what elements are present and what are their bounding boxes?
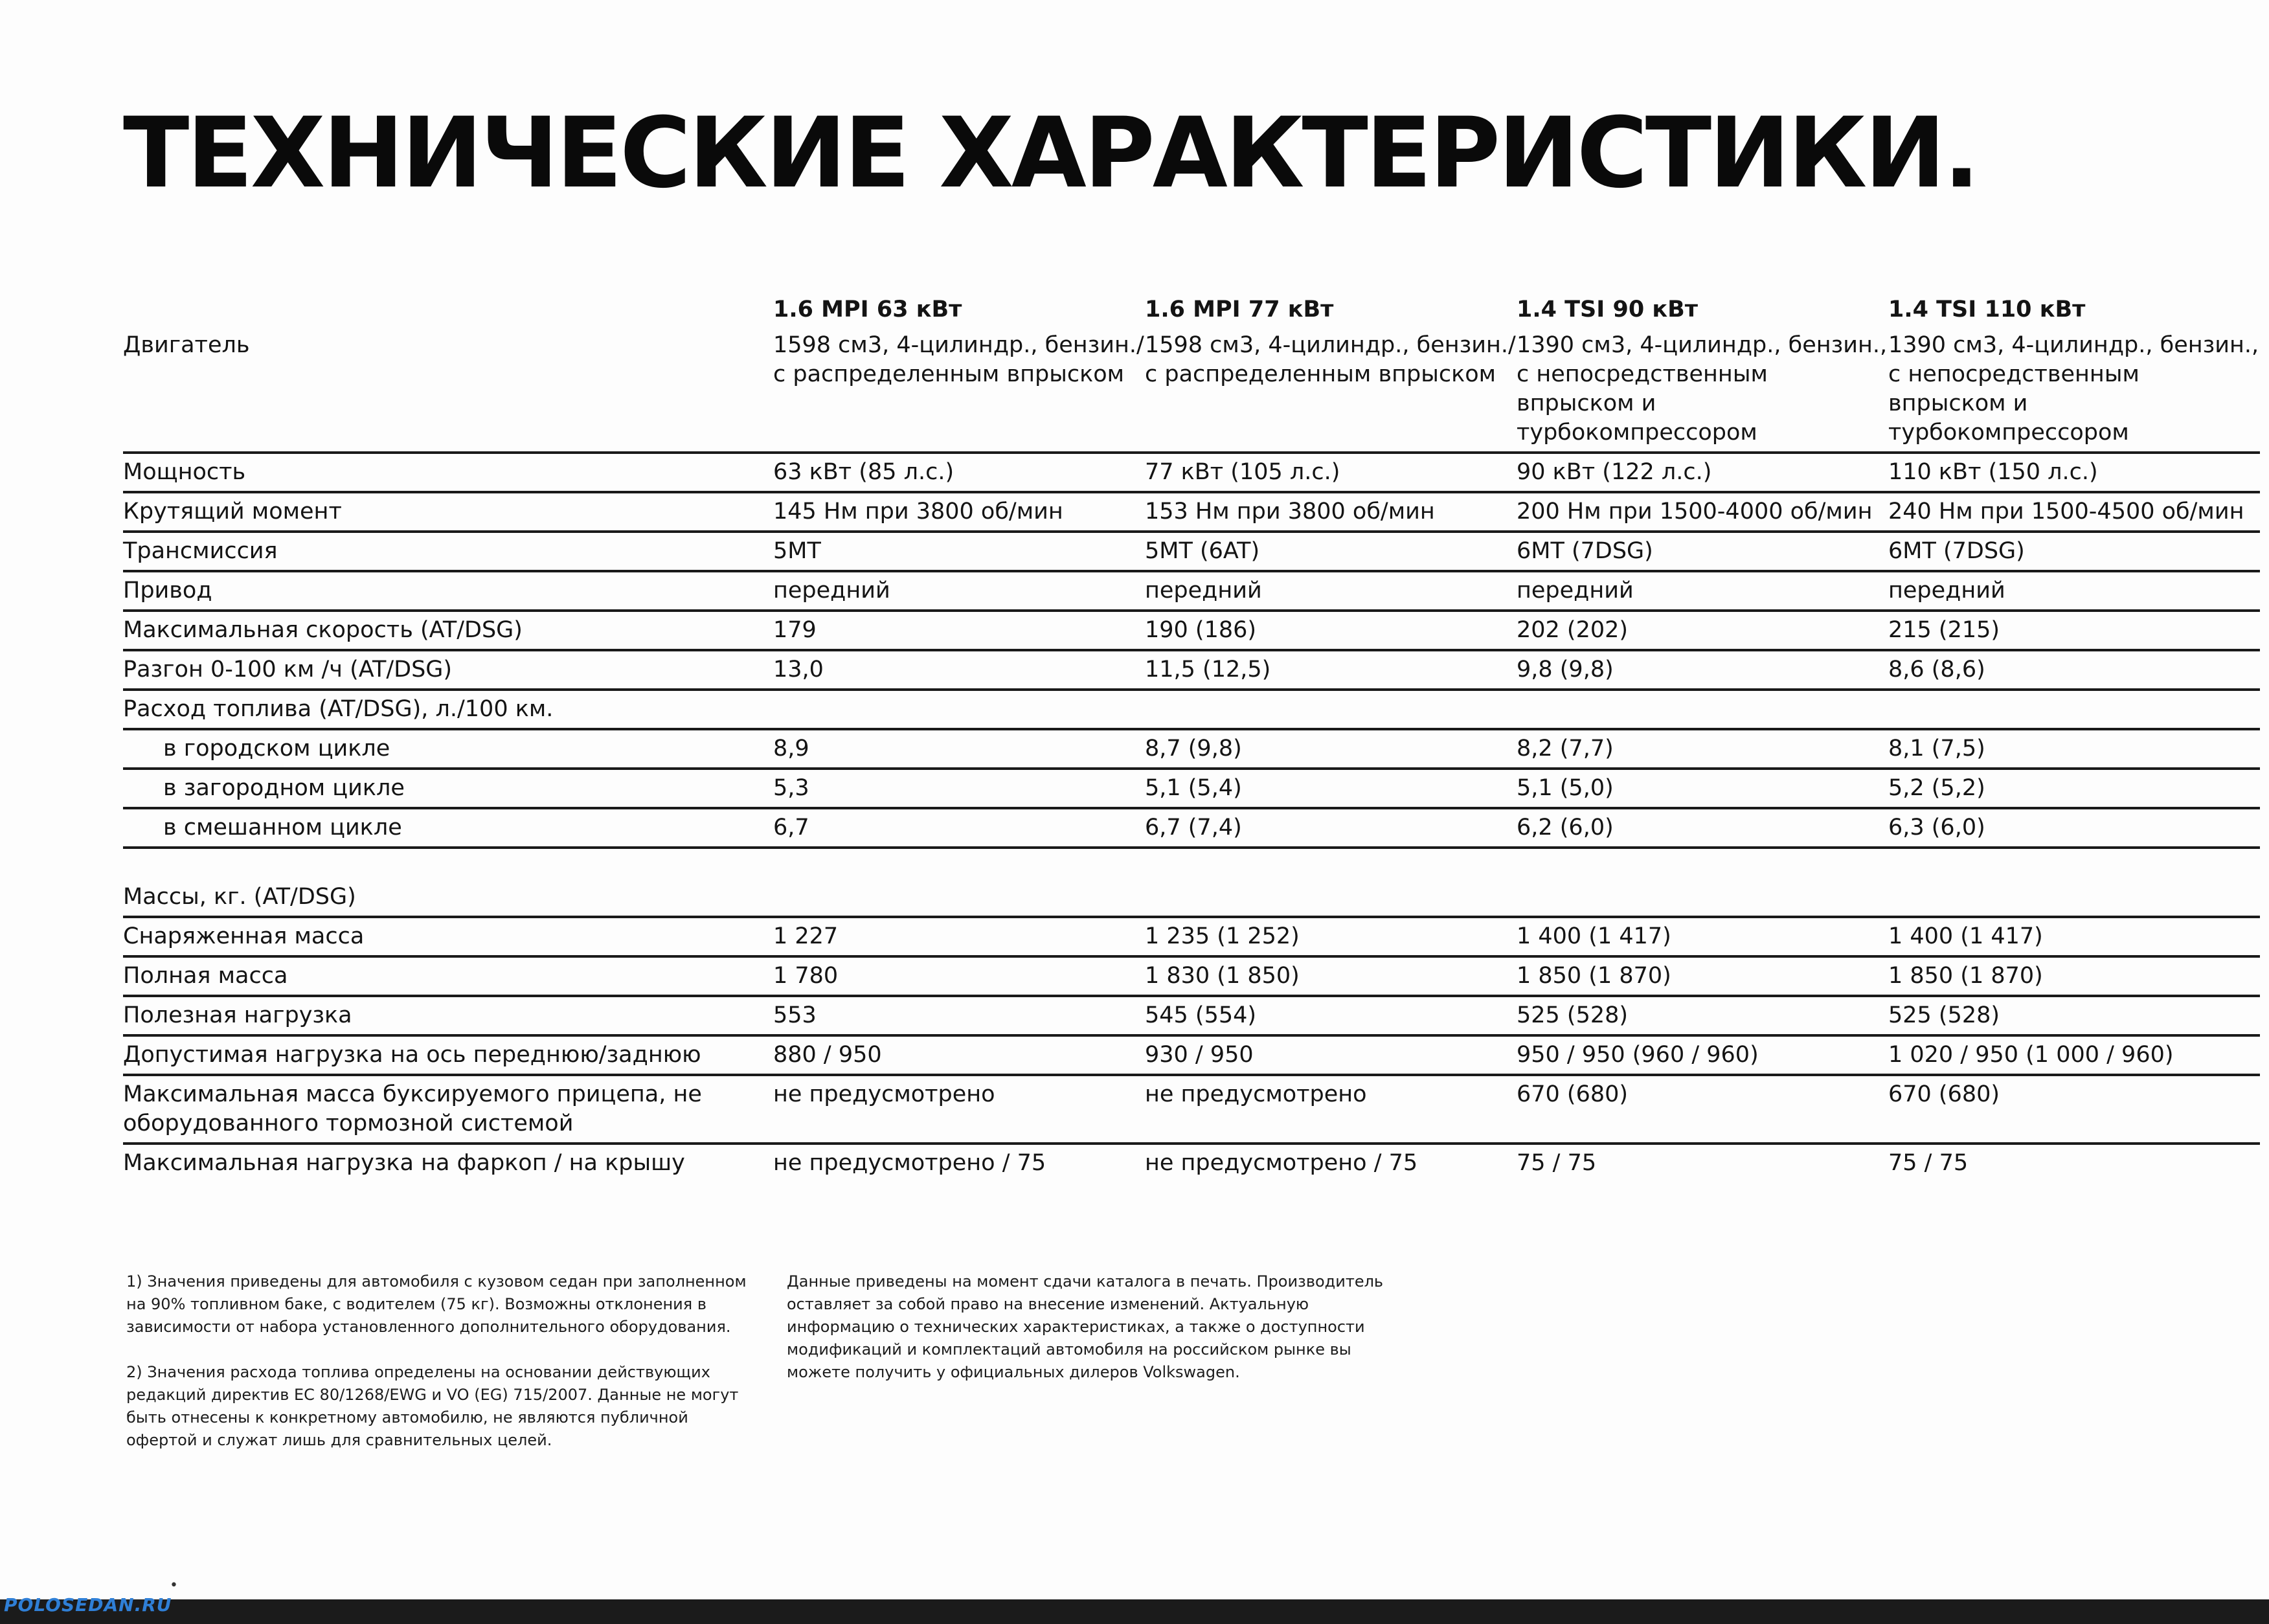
table-cell: 1598 см3, 4-цилиндр., бензин./ с распределенным впрыском <box>1145 327 1517 453</box>
table-cell: передний <box>1888 571 2260 611</box>
row-label: Полная масса <box>123 956 773 996</box>
table-row <box>123 769 2260 808</box>
column-header: 1.4 TSI 90 кВт <box>1516 297 1699 322</box>
table-cell: 8,1 (7,5) <box>1888 729 2260 769</box>
table-cell: 77 кВт (105 л.с.) <box>1145 453 1517 492</box>
table-cell: 9,8 (9,8) <box>1517 650 1888 690</box>
table-cell: 553 <box>773 996 1145 1035</box>
table-section-row <box>123 690 2260 729</box>
row-label: Двигатель <box>123 327 773 453</box>
table-cell: 525 (528) <box>1517 996 1888 1035</box>
table-cell: 145 Нм при 3800 об/мин <box>773 492 1145 532</box>
column-header: 1.6 MPI 63 кВт <box>773 297 962 322</box>
table-cell: 1390 см3, 4-цилиндр., бензин., с непосредственным впрыском и турбокомпрессором <box>1517 327 1888 453</box>
table-row <box>123 808 2260 848</box>
table-cell: 1390 см3, 4-цилиндр., бензин., с непосредственным впрыском и турбокомпрессором <box>1888 327 2260 453</box>
print-mark: • <box>170 1577 178 1594</box>
table-cell: 190 (186) <box>1145 611 1517 650</box>
table-row <box>123 1035 2260 1075</box>
table-row <box>123 1075 2260 1144</box>
table-cell: 63 кВт (85 л.с.) <box>773 453 1145 492</box>
table-cell: не предусмотрено <box>773 1075 1145 1144</box>
table-cell: 8,9 <box>773 729 1145 769</box>
table-cell <box>1517 690 1888 729</box>
table-cell <box>773 690 1145 729</box>
table-cell: 1 400 (1 417) <box>1888 917 2260 956</box>
section-label: Массы, кг. (AT/DSG) <box>123 848 773 917</box>
table-cell: передний <box>1145 571 1517 611</box>
table-cell: 1 400 (1 417) <box>1517 917 1888 956</box>
row-label: Разгон 0-100 км /ч (AT/DSG) <box>123 650 773 690</box>
table-cell: 1 830 (1 850) <box>1145 956 1517 996</box>
table-row <box>123 611 2260 650</box>
row-label: Крутящий момент <box>123 492 773 532</box>
table-cell <box>1517 848 1888 917</box>
row-label: Допустимая нагрузка на ось переднюю/заднюю <box>123 1035 773 1075</box>
table-section-row <box>123 848 2260 917</box>
table-cell <box>1145 690 1517 729</box>
table-cell: 90 кВт (122 л.с.) <box>1517 453 1888 492</box>
row-label: в городском цикле <box>123 729 773 769</box>
table-cell: 13,0 <box>773 650 1145 690</box>
specs-table <box>123 291 2260 1182</box>
table-header-row <box>123 291 2260 327</box>
table-cell: 6MT (7DSG) <box>1517 532 1888 571</box>
table-row <box>123 571 2260 611</box>
table-cell: не предусмотрено / 75 <box>773 1150 1046 1176</box>
table-cell: 1598 см3, 4-цилиндр., бензин./ с распределенным впрыском <box>773 327 1145 453</box>
table-cell: 202 (202) <box>1517 611 1888 650</box>
row-label: Максимальная масса буксируемого прицепа, не оборудованного тормозной системой <box>123 1075 773 1144</box>
table-row <box>123 996 2260 1035</box>
table-cell <box>1888 690 2260 729</box>
watermark: POLOSEDAN.RU <box>4 1594 172 1616</box>
table-cell: 8,2 (7,7) <box>1517 729 1888 769</box>
row-label: Снаряженная масса <box>123 917 773 956</box>
table-row <box>123 492 2260 532</box>
footnote-2: 2) Значения расхода топлива определены на основании действующих редакций директив ЕС 80/1268/EWG и VO (EG) 715/2007. Данные не могут быть отнесены к конкретному автомобилю, не являются публичной офертой и служат лишь для сравнительных целей. <box>126 1363 739 1449</box>
table-cell: 8,6 (8,6) <box>1888 650 2260 690</box>
table-cell: 1 020 / 950 (1 000 / 960) <box>1888 1035 2260 1075</box>
table-row <box>123 650 2260 690</box>
table-cell: 6MT (7DSG) <box>1888 532 2260 571</box>
table-row <box>123 453 2260 492</box>
table-cell: 179 <box>773 611 1145 650</box>
table-row <box>123 532 2260 571</box>
header-empty-cell <box>123 291 773 327</box>
row-label: Привод <box>123 571 773 611</box>
row-label: в загородном цикле <box>123 769 773 808</box>
table-cell: 5MT (6AT) <box>1145 532 1517 571</box>
table-cell <box>1145 848 1517 917</box>
table-row <box>123 917 2260 956</box>
row-label: в смешанном цикле <box>123 808 773 848</box>
table-cell: 240 Нм при 1500-4500 об/мин <box>1888 492 2260 532</box>
table-cell: 5,2 (5,2) <box>1888 769 2260 808</box>
table-row <box>123 1144 2260 1182</box>
table-cell: 1 850 (1 870) <box>1517 956 1888 996</box>
table-cell <box>773 848 1145 917</box>
table-cell: передний <box>1517 571 1888 611</box>
table-cell: 200 Нм при 1500-4000 об/мин <box>1517 492 1888 532</box>
footnotes-right <box>787 1270 1408 1406</box>
table-row <box>123 327 2260 453</box>
disclaimer-text: Данные приведены на момент сдачи каталога в печать. Производитель оставляет за собой право на внесение изменений. Актуальную информацию о технических характеристиках, а также о доступности модификаций и комплектаций автомобиля на российском рынке вы можете получить у официальных дилеров Volkswagen. <box>787 1272 1384 1381</box>
section-label: Расход топлива (AT/DSG), л./100 км. <box>123 690 773 729</box>
table-cell: 670 (680) <box>1517 1075 1888 1144</box>
table-cell: 11,5 (12,5) <box>1145 650 1517 690</box>
table-cell: 1 780 <box>773 956 1145 996</box>
table-cell: 75 / 75 <box>1888 1150 1969 1176</box>
table-cell: 1 850 (1 870) <box>1888 956 2260 996</box>
table-cell: 930 / 950 <box>1145 1035 1517 1075</box>
row-label: Максимальная нагрузка на фаркоп / на крышу <box>123 1150 685 1176</box>
table-cell: 8,7 (9,8) <box>1145 729 1517 769</box>
footnote-1: 1) Значения приведены для автомобиля с кузовом седан при заполненном на 90% топливном баке, с водителем (75 кг). Возможны отклонения в зависимости от набора установленного дополнительного оборудования. <box>126 1272 747 1336</box>
table-cell: 6,3 (6,0) <box>1888 808 2260 848</box>
table-cell: 5MT <box>773 532 1145 571</box>
table-cell: 880 / 950 <box>773 1035 1145 1075</box>
table-cell: 545 (554) <box>1145 996 1517 1035</box>
table-row <box>123 729 2260 769</box>
table-cell: 153 Нм при 3800 об/мин <box>1145 492 1517 532</box>
footnotes-left <box>126 1270 748 1474</box>
table-cell: не предусмотрено / 75 <box>1144 1150 1418 1176</box>
table-cell: 6,7 <box>773 808 1145 848</box>
row-label: Трансмиссия <box>123 532 773 571</box>
table-cell: передний <box>773 571 1145 611</box>
table-cell <box>1888 848 2260 917</box>
row-label: Полезная нагрузка <box>123 996 773 1035</box>
table-cell: 5,1 (5,4) <box>1145 769 1517 808</box>
table-cell: 950 / 950 (960 / 960) <box>1517 1035 1888 1075</box>
table-cell: 75 / 75 <box>1516 1150 1597 1176</box>
table-cell: 5,3 <box>773 769 1145 808</box>
column-header: 1.4 TSI 110 кВт <box>1888 297 2086 322</box>
table-cell: не предусмотрено <box>1145 1075 1517 1144</box>
table-cell: 6,2 (6,0) <box>1517 808 1888 848</box>
table-cell: 670 (680) <box>1888 1075 2260 1144</box>
table-row <box>123 956 2260 996</box>
table-cell: 1 235 (1 252) <box>1145 917 1517 956</box>
table-cell: 525 (528) <box>1888 996 2260 1035</box>
row-label: Максимальная скорость (AT/DSG) <box>123 611 773 650</box>
table-cell: 5,1 (5,0) <box>1517 769 1888 808</box>
table-cell: 110 кВт (150 л.с.) <box>1888 453 2260 492</box>
table-cell: 1 227 <box>773 917 1145 956</box>
row-label: Мощность <box>123 453 773 492</box>
page-title: ТЕХНИЧЕСКИЕ ХАРАКТЕРИСТИКИ. <box>123 97 1978 210</box>
scan-edge-band <box>0 1599 2269 1624</box>
table-cell: 215 (215) <box>1888 611 2260 650</box>
column-header: 1.6 MPI 77 кВт <box>1144 297 1334 322</box>
table-cell: 6,7 (7,4) <box>1145 808 1517 848</box>
